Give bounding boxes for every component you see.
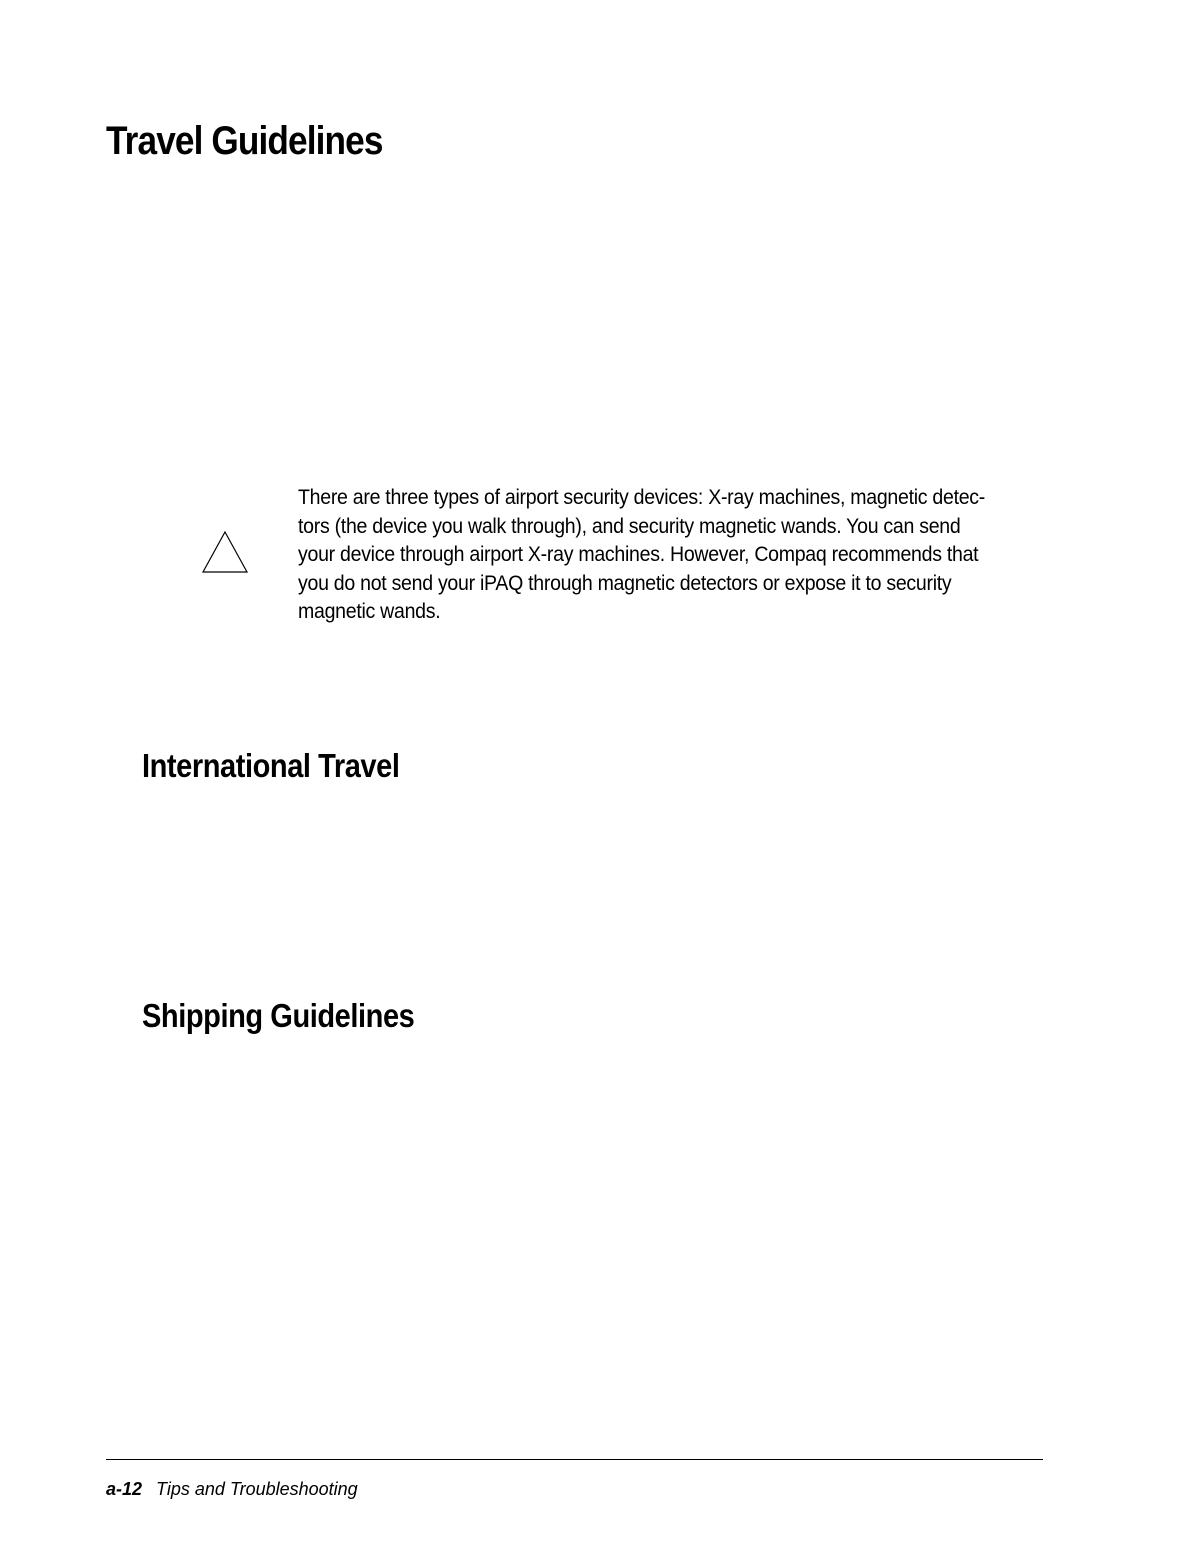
caution-line: magnetic wands.	[298, 600, 441, 623]
page-footer	[106, 1477, 358, 1501]
caution-note	[298, 484, 1038, 627]
caution-triangle-icon	[200, 530, 250, 574]
caution-line: tors (the device you walk through), and security magnetic wands. You can send	[298, 514, 961, 538]
section-heading-international-travel: International Travel	[142, 747, 400, 784]
section-heading-shipping-guidelines: Shipping Guidelines	[142, 997, 415, 1034]
caution-line: There are three types of airport security devices: X-ray machines, magnetic detec-	[298, 486, 986, 509]
page-number: a-12	[106, 1479, 143, 1499]
page-title: Travel Guidelines	[106, 119, 383, 163]
footer-chapter-title: Tips and Troubleshooting	[156, 1479, 358, 1499]
caution-line: you do not send your iPAQ through magnetic detectors or expose it to security	[298, 571, 952, 595]
caution-line: your device through airport X-ray machines. However, Compaq recommends that	[298, 543, 979, 566]
footer-divider	[106, 1459, 1043, 1460]
